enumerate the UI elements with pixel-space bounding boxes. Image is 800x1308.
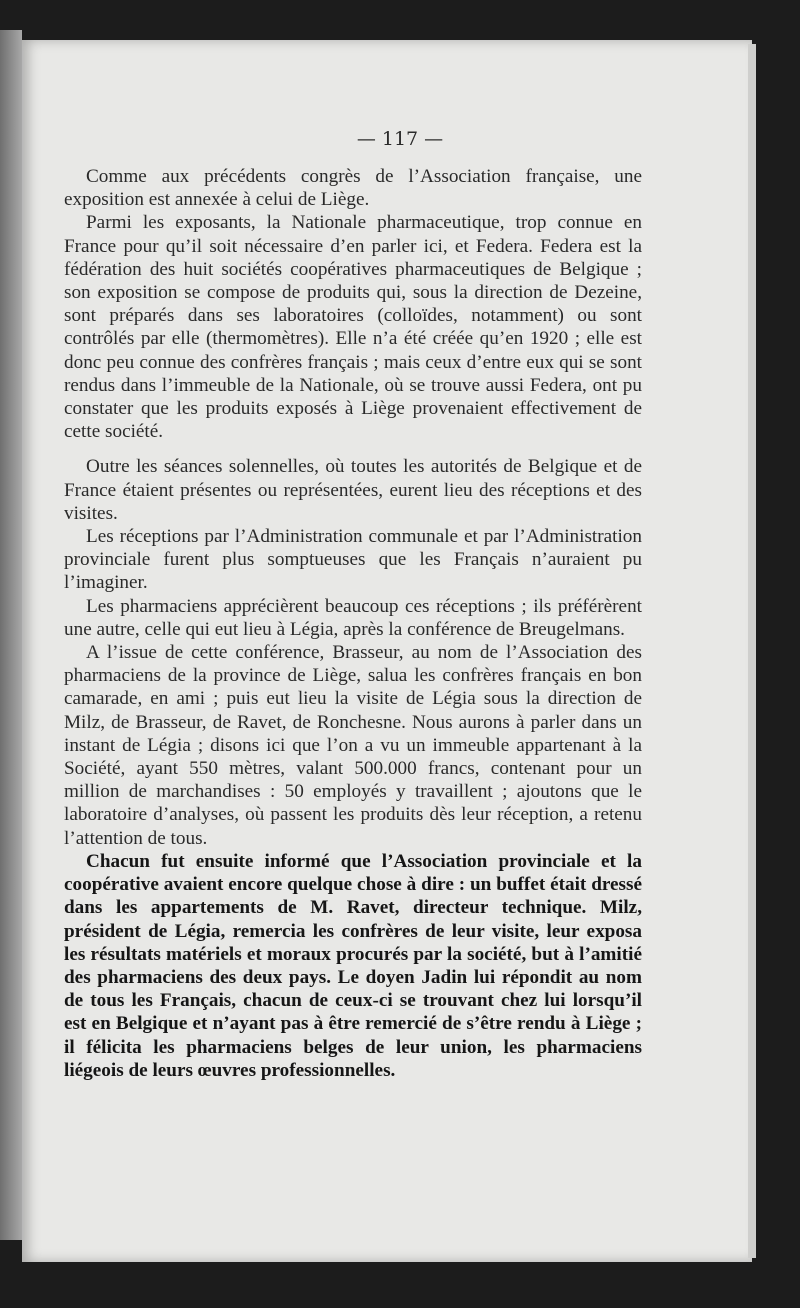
paper-right-edge bbox=[748, 44, 756, 1258]
paragraph-exposants: Parmi les exposants, la Nationale pharmaceutique, trop connue en France pour qu’il soit nécessaire d’en parler ici, et Federa. Federa est la fédération des huit sociétés coopératives pharmaceutiques de Belgique ; son exposition se compose de produits qui, sous la direction de Dezeine, sont préparés dans ses laboratoires (colloïdes, notamment) ou sont contrôlés par elle (thermomètres). Elle n’a été créée qu’en 1920 ; elle est donc peu connue des confrères français ; mais ceux d’entre eux qui se sont rendus dans l’immeuble de la Nationale, où se trouve aussi Federa, ont pu constater que les produits exposés à Liège provenaient effectivement de cette société. bbox=[64, 212, 642, 443]
paragraph-exposition: Comme aux précédents congrès de l’Association française, une exposition est annexée à celui de Liège. bbox=[64, 166, 642, 211]
text-body bbox=[64, 165, 642, 1082]
paragraph-buffet: Chacun fut ensuite informé que l’Association provinciale et la coopérative avaient encore quelque chose à dire : un buffet était dressé dans les appartements de M. Ravet, directeur technique. Milz, président de Légia, remercia les confrères de leur visite, leur exposa les résultats matériels et moraux procurés par la société, but à l’amitié des pharmaciens des deux pays. Le doyen Jadin lui répondit au nom de tous les Français, chacun de ceux-ci se trouvant chez lui lorsqu’il est en Belgique et n’ayant pas à être remercié de s’être rendu à Liège ; il félicita les pharmaciens belges de leur union, les pharmaciens liégeois de leurs œuvres professionnelles. bbox=[64, 850, 642, 1081]
paragraph-seances: Outre les séances solennelles, où toutes les autorités de Belgique et de France étaient présentes ou représentées, eurent lieu des réceptions et des visites. bbox=[64, 456, 642, 524]
paragraph-receptions: Les réceptions par l’Administration communale et par l’Administration provinciale furent plus somptueuses que les Français n’auraient pu l’imaginer. bbox=[64, 526, 642, 594]
paragraph-pharmaciens: Les pharmaciens apprécièrent beaucoup ces réceptions ; ils préférèrent une autre, celle qui eut lieu à Légia, après la conférence de Breugelmans. bbox=[64, 595, 642, 640]
paragraph-conference: A l’issue de cette conférence, Brasseur, au nom de l’Association des pharmaciens de la province de Liège, salua les confrères français en bon camarade, en ami ; puis eut lieu la visite de Légia sous la direction de Milz, de Brasseur, de Ravet, de Ronchesne. Nous aurons à parler dans un instant de Légia ; disons ici que l’on a vu un immeuble appartenant à la Société, ayant 550 mètres, valant 500.000 francs, contenant pour un million de marchandises : 50 employés y travaillent ; ajoutons que le laboratoire d’analyses, où passent les produits dès leur réception, a retenu l’attention de tous. bbox=[64, 642, 642, 849]
left-page-edge bbox=[0, 30, 22, 1240]
page-number: — 117 — bbox=[356, 128, 444, 150]
